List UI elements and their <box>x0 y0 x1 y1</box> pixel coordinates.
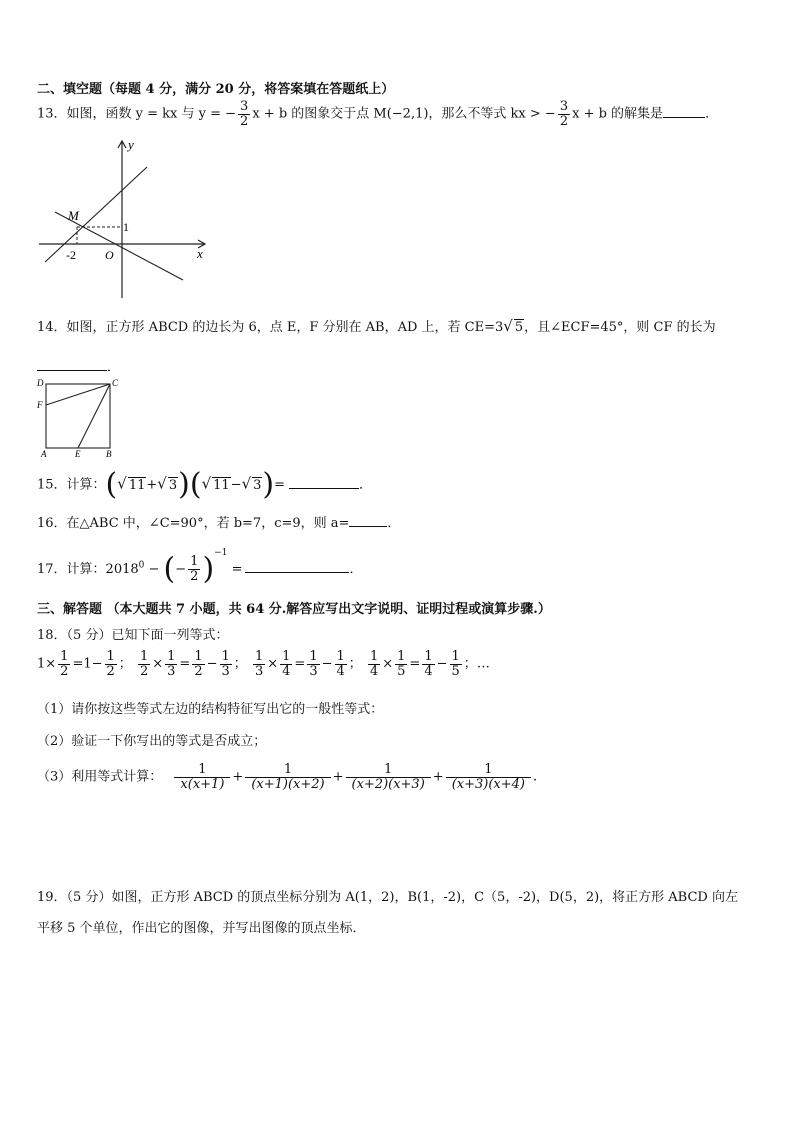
q18-part3: （3）利用等式计算： $\frac{1}{x(x+1)}$ + $\frac{1}{(x+1)(x+2)}$ + $\frac{1}{(x+2)(x+3)}$ + $\frac{1}{(x+3)(x+4)}$ . <box>37 762 538 792</box>
q13-text-b: x + b 的图象交于点 M(−2,1)，那么不等式 kx > − <box>252 106 556 122</box>
q18-part2: （2）验证一下你写出的等式是否成立； <box>37 734 267 749</box>
q14-square-figure <box>35 375 125 460</box>
q19-line1: 19．（5 分）如图，正方形 ABCD 的顶点坐标分别为 A(1，2)，B(1，-2)，C（5，-2)，D(5，2)，将正方形 ABCD 向左 <box>37 890 738 905</box>
label-x: x <box>197 246 203 261</box>
q15-stem: 15．计算：(√ 11+√ 3)(√ 11−√ 3)= ． <box>37 467 373 502</box>
q18-equations: 1× $\frac{1}{2}$ =1− $\frac{1}{2}$ ； $\frac{1}{2}$ × $\frac{1}{3}$ = $\frac{1}{2}$ − $\frac{1}{3}$ ； $\frac{1}{3}$ × $\frac{1}{4}$ = $\frac{1}{3}$ − $\frac{1}{4}$ ； $\frac{1}{4}$ × $\frac{1}{5}$ = $\frac{1}{4}$ − $\frac{1}{5}$ ；… <box>37 649 490 679</box>
square-ABCD <box>46 384 110 448</box>
q16-stem: 16．在△ABC 中，∠C=90°，若 b=7，c=9，则 a= ． <box>37 516 401 531</box>
q16-answer-blank <box>349 514 387 527</box>
q13-graph <box>35 135 215 300</box>
segment-CE <box>78 384 110 448</box>
q18-stem: 18．（5 分）已知下面一列等式： <box>37 628 229 643</box>
label-M: M <box>68 208 79 223</box>
label-O: O <box>105 248 114 262</box>
label-one: 1 <box>123 220 129 234</box>
q13-answer-blank <box>663 105 705 118</box>
section3-title: 三、解答题 （本大题共 7 小题，共 64 分.解答应写出文字说明、证明过程或演算步骤.） <box>37 602 551 617</box>
q14-answer-line: ． <box>37 356 120 375</box>
q18-part1: （1）请你按这些等式左边的结构特征写出它的一般性等式： <box>37 702 384 717</box>
label-E: E <box>75 449 81 459</box>
q13-frac-2: $\frac{3}{2}$ <box>559 99 569 129</box>
q13-text-a: 13．如图，函数 y = kx 与 y = − <box>37 106 237 122</box>
q15-answer-blank <box>289 476 359 489</box>
label-F: F <box>37 400 43 410</box>
label-neg2: -2 <box>66 248 76 262</box>
q19-line2: 平移 5 个单位，作出它的图像，并写出图像的顶点坐标． <box>37 921 366 936</box>
label-C: C <box>112 378 119 388</box>
q13-text-c: x + b 的解集是 <box>572 106 664 122</box>
q14-stem: 14．如图，正方形 ABCD 的边长为 6，点 E，F 分别在 AB，AD 上，若 CE=3√ 5，且∠ECF=45°，则 CF 的长为 <box>37 317 716 335</box>
section2-title: 二、填空题（每题 4 分，满分 20 分，将答案填在答题纸上） <box>37 82 395 97</box>
q13-frac-1: $\frac{3}{2}$ <box>240 99 249 129</box>
label-A: A <box>41 449 47 459</box>
segment-CF <box>46 384 110 405</box>
label-B: B <box>106 449 112 459</box>
q17-stem: 17．计算：$2018^0$ − (− $\frac{1}{2}$ )$^{-1}$ = ． <box>37 548 363 587</box>
q13-stem: 13．如图，函数 y = kx 与 y = − $\frac{3}{2}$ x + b 的图象交于点 M(−2,1)，那么不等式 kx > − $\frac{3}{2}$ x + b 的解集是 ． <box>37 99 719 129</box>
label-D: D <box>37 378 44 388</box>
q14-answer-blank <box>37 358 107 371</box>
q17-answer-blank <box>245 560 349 573</box>
label-y: y <box>128 137 134 152</box>
